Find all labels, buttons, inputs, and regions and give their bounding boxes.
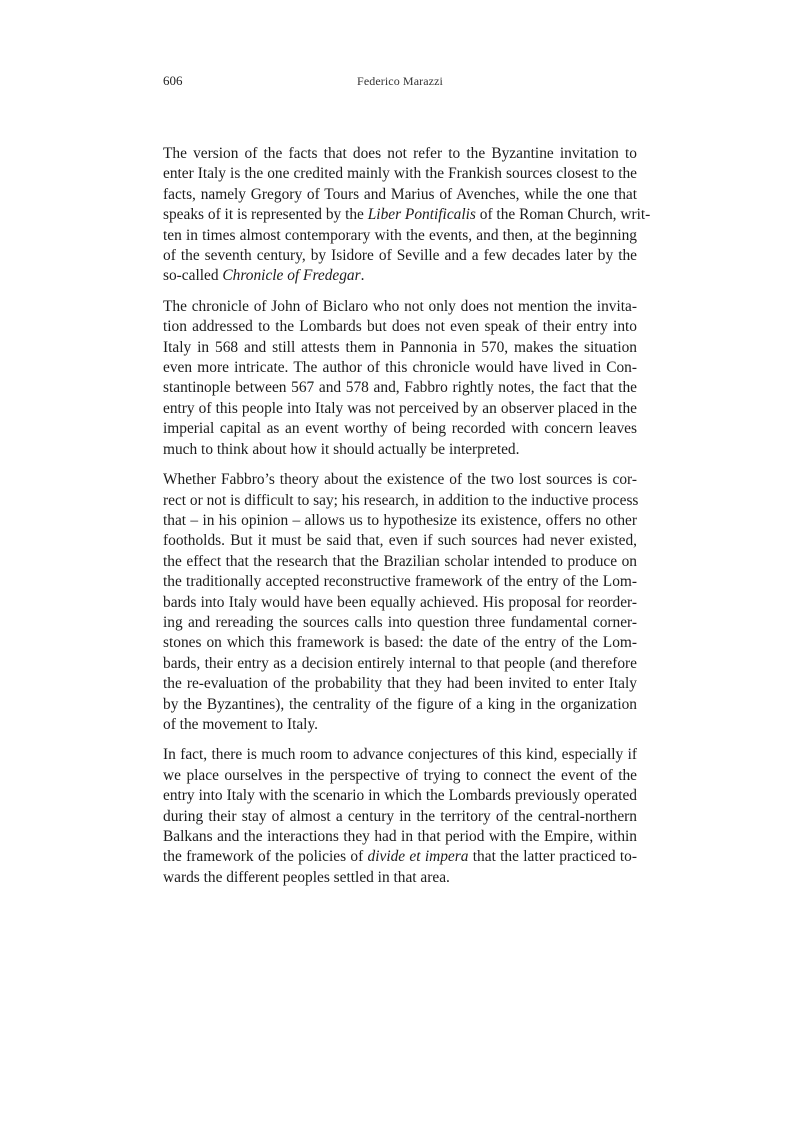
text-run: the framework of the policies of (163, 848, 368, 866)
paragraph (163, 144, 651, 287)
text-line (163, 266, 637, 286)
text-line (163, 205, 651, 225)
text-run: the traditionally accepted reconstructive framework of the entry of the Lom- (163, 573, 637, 591)
text-run: ing and rereading the sources calls into question three fundamental corner- (163, 613, 637, 631)
text-line (163, 847, 637, 867)
text-line (163, 827, 637, 847)
text-line (163, 552, 637, 572)
text-run: The chronicle of John of Biclaro who not only does not mention the invita- (163, 297, 637, 315)
text-line (163, 654, 637, 674)
text-line (163, 399, 637, 419)
text-run: stantinople between 567 and 578 and, Fabbro rightly notes, the fact that the (163, 379, 637, 397)
text-run: enter Italy is the one credited mainly with the Frankish sources closest to the (163, 165, 637, 183)
text-run: bards, their entry as a decision entirely internal to that people (and therefore (163, 654, 637, 672)
text-line (163, 807, 637, 827)
text-run: we place ourselves in the perspective of trying to connect the event of the (163, 766, 637, 784)
text-line (163, 226, 637, 246)
text-line (163, 297, 637, 317)
text-run: of the seventh century, by Isidore of Seville and a few decades later by the (163, 247, 637, 265)
text-run: The version of the facts that does not refer to the Byzantine invitation to (163, 145, 637, 162)
body-text (163, 144, 651, 898)
text-line (163, 338, 637, 358)
text-line (163, 593, 637, 613)
italic-title: divide et impera (367, 848, 469, 866)
text-run: of the Roman Church, writ- (475, 206, 651, 224)
text-run: wards the different peoples settled in that area. (163, 868, 450, 886)
running-head-author: Federico Marazzi (357, 74, 443, 88)
text-run: footholds. But it must be said that, even if such sources had never existed, (163, 532, 637, 550)
text-run: of the movement to Italy. (163, 715, 319, 733)
text-run: ten in times almost contemporary with the events, and then, at the beginning (163, 226, 637, 244)
text-run: rect or not is difficult to say; his research, in addition to the inductive process (163, 491, 639, 509)
text-run: that – in his opinion – allows us to hypothesize its existence, offers no other (163, 511, 637, 529)
text-line (163, 317, 637, 337)
text-run: bards into Italy would have been equally achieved. His proposal for reorder- (163, 593, 637, 611)
text-line (163, 868, 637, 888)
text-line (163, 491, 637, 511)
text-run: the effect that the research that the Brazilian scholar intended to produce on (163, 552, 637, 570)
text-run: much to think about how it should actually be interpreted. (163, 440, 520, 458)
text-run: by the Byzantines), the centrality of the figure of a king in the organization (163, 695, 637, 713)
text-run: entry of this people into Italy was not perceived by an observer placed in the (163, 399, 637, 417)
text-line (163, 378, 637, 398)
paragraph (163, 745, 637, 888)
text-line (163, 246, 637, 266)
paragraph (163, 470, 637, 735)
text-run: entry into Italy with the scenario in which the Lombards previously operated (163, 787, 637, 805)
text-line (163, 633, 637, 653)
text-run: that the latter practiced to- (468, 848, 637, 866)
text-run: Whether Fabbro’s theory about the existence of the two lost sources is cor- (163, 471, 637, 489)
text-line (163, 144, 637, 164)
text-line (163, 786, 637, 806)
text-line (163, 470, 637, 490)
text-run: Italy in 568 and still attests them in Pannonia in 570, makes the situation (163, 338, 637, 356)
text-line (163, 358, 637, 378)
text-run: even more intricate. The author of this chronicle would have lived in Con- (163, 359, 637, 377)
page-number: 606 (163, 73, 183, 88)
text-line (163, 419, 637, 439)
text-run: imperial capital as an event worthy of being recorded with concern leaves (163, 420, 637, 438)
text-line (163, 185, 637, 205)
text-run: so-called (163, 267, 223, 285)
text-line (163, 572, 637, 592)
text-run: stones on which this framework is based: the date of the entry of the Lom- (163, 634, 637, 652)
text-line (163, 674, 637, 694)
paragraph (163, 297, 637, 460)
text-line (163, 511, 637, 531)
text-run: Balkans and the interactions they had in that period with the Empire, within (163, 828, 637, 845)
text-line (163, 440, 637, 460)
text-line (163, 613, 637, 633)
text-run: during their stay of almost a century in the territory of the central-northern (163, 807, 637, 825)
text-run: speaks of it is represented by the (163, 206, 368, 224)
italic-title: Liber Pontificalis (367, 206, 476, 224)
text-line (163, 766, 637, 786)
text-run: tion addressed to the Lombards but does not even speak of their entry into (163, 318, 637, 336)
text-line (163, 531, 637, 551)
text-run: facts, namely Gregory of Tours and Marius of Avenches, while the one that (163, 185, 637, 203)
text-run: In fact, there is much room to advance conjectures of this kind, especially if (163, 746, 637, 764)
text-line (163, 695, 637, 715)
text-run: the re-evaluation of the probability that they had been invited to enter Italy (163, 675, 637, 693)
text-line (163, 745, 637, 765)
italic-title: Chronicle of Fredegar (222, 267, 361, 285)
text-line (163, 715, 637, 735)
text-line (163, 164, 637, 184)
page-header (163, 73, 637, 93)
text-run: . (360, 267, 365, 285)
